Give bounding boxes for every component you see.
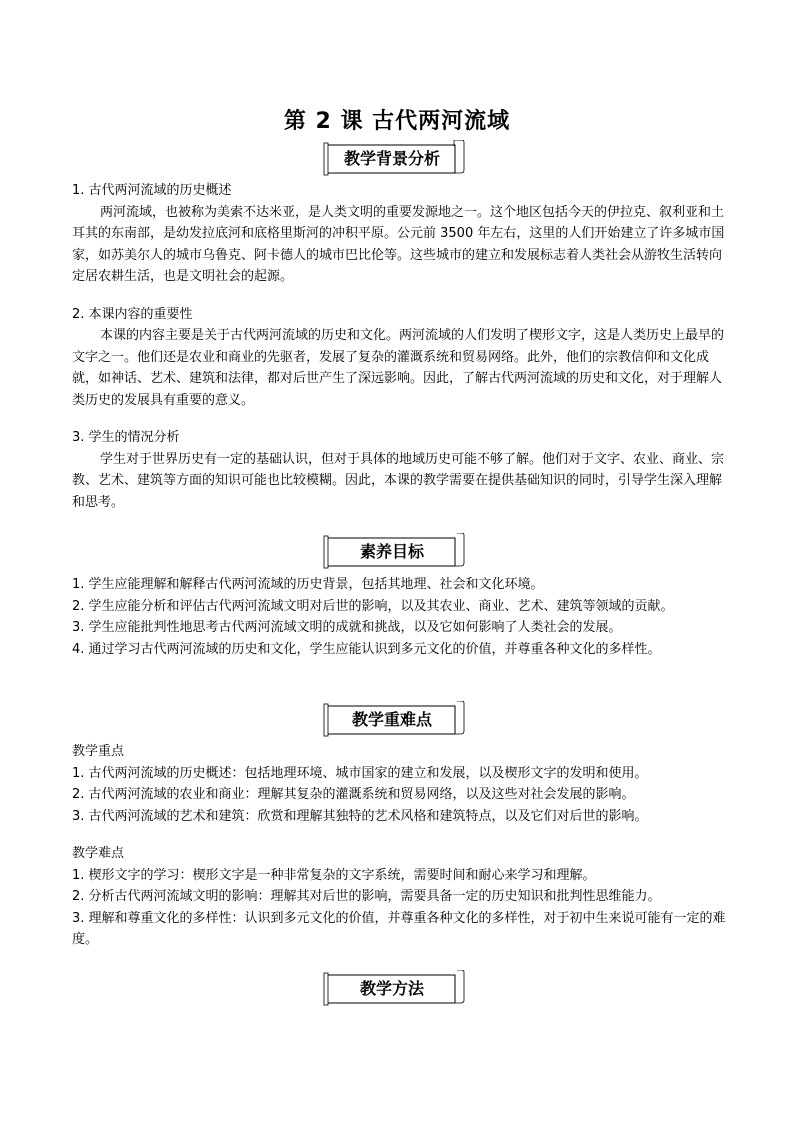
difficult-points-heading: 教学难点 — [72, 846, 125, 861]
goal-item: 2. 学生应能分析和评估古代两河流域文明对后世的影响，以及其农业、商业、艺术、建筑等领域的贡献。 — [72, 598, 674, 614]
goal-item: 4. 通过学习古代两河流域的历史和文化，学生应能认识到多元文化的价值，并尊重各种文化的多样性。 — [72, 641, 661, 657]
section-banner-goals — [321, 533, 467, 571]
background-item-3-heading: 3. 学生的情况分析 — [72, 430, 180, 445]
key-point-item: 2. 古代两河流域的农业和商业：理解其复杂的灌溉系统和贸易网络，以及这些对社会发展的影响。 — [72, 787, 635, 802]
background-item-1-body: 两河流域，也被称为美索不达米亚，是人类文明的重要发源地之一。这个地区包括今天的伊拉克、叙利亚和土耳其的东南部，是幼发拉底河和底格里斯河的冲积平原。公元前 3500 年左右，这里的人们开始建立了许多城市国家，如苏美尔人的城市乌鲁克、阿卡德人的城市巴比伦等。这些城市的建立和发展标志着人类社会从游牧生活转向定居农耕生活，也是文明社会的起源。 — [72, 204, 725, 284]
background-item-2-heading: 2. 本课内容的重要性 — [72, 306, 193, 322]
key-point-item: 3. 古代两河流域的艺术和建筑：欣赏和理解其独特的艺术风格和建筑特点，以及它们对后世的影响。 — [72, 808, 648, 824]
background-item-2-body: 本课的内容主要是关于古代两河流域的历史和文化。两河流域的人们发明了楔形文字，这是人类历史上最早的文字之一。他们还是农业和商业的先驱者，发展了复杂的灌溉系统和贸易网络。此外，他们的宗教信仰和文化成就，如神话、艺术、建筑和法律，都对后世产生了深远影响。因此，了解古代两河流域的历史和文化，对于理解人类历史的发展具有重要的意义。 — [72, 328, 725, 408]
key-point-item: 1. 古代两河流域的历史概述：包括地理环境、城市国家的建立和发展，以及楔形文字的发明和使用。 — [72, 765, 648, 781]
goal-item: 3. 学生应能批判性地思考古代两河流域文明的成就和挑战，以及它如何影响了人类社会的发展。 — [72, 620, 622, 635]
page-title: 第 2 课 古代两河流域 — [283, 109, 511, 134]
key-points-heading: 教学重点 — [72, 744, 125, 759]
difficult-point-item: 1. 楔形文字的学习：楔形文字是一种非常复杂的文字系统，需要时间和耐心来学习和理解。 — [72, 867, 596, 883]
section-banner-background — [321, 140, 467, 178]
background-section — [72, 180, 728, 513]
key-points-section — [72, 741, 728, 951]
background-item-1-heading: 1. 古代两河流域的历史概述 — [72, 183, 232, 198]
section-banner-label: 教学方法 — [359, 979, 424, 998]
section-banner-label: 素养目标 — [359, 542, 424, 561]
goal-item: 1. 学生应能理解和解释古代两河流域的历史背景，包括其地理、社会和文化环境。 — [72, 577, 544, 592]
difficult-point-item: 2. 分析古代两河流域文明的影响：理解其对后世的影响，需要具备一定的历史知识和批判性思维能力。 — [72, 889, 661, 904]
section-banner-label: 教学重难点 — [351, 710, 432, 729]
background-item-3-body: 学生对于世界历史有一定的基础认识，但对于具体的地域历史可能不够了解。他们对于文字、农业、商业、宗教、艺术、建筑等方面的知识可能也比较模糊。因此，本课的教学需要在提供基础知识的同时，引导学生深入理解和思考。 — [72, 451, 725, 510]
goals-section — [72, 574, 728, 660]
section-banner-label: 教学背景分析 — [343, 149, 440, 168]
section-banner-methods — [321, 970, 467, 1008]
difficult-point-item: 3. 理解和尊重文化的多样性：认识到多元文化的价值，并尊重各种文化的多样性，对于初中生来说可能有一定的难度。 — [72, 910, 726, 947]
section-banner-key-points — [321, 701, 467, 739]
